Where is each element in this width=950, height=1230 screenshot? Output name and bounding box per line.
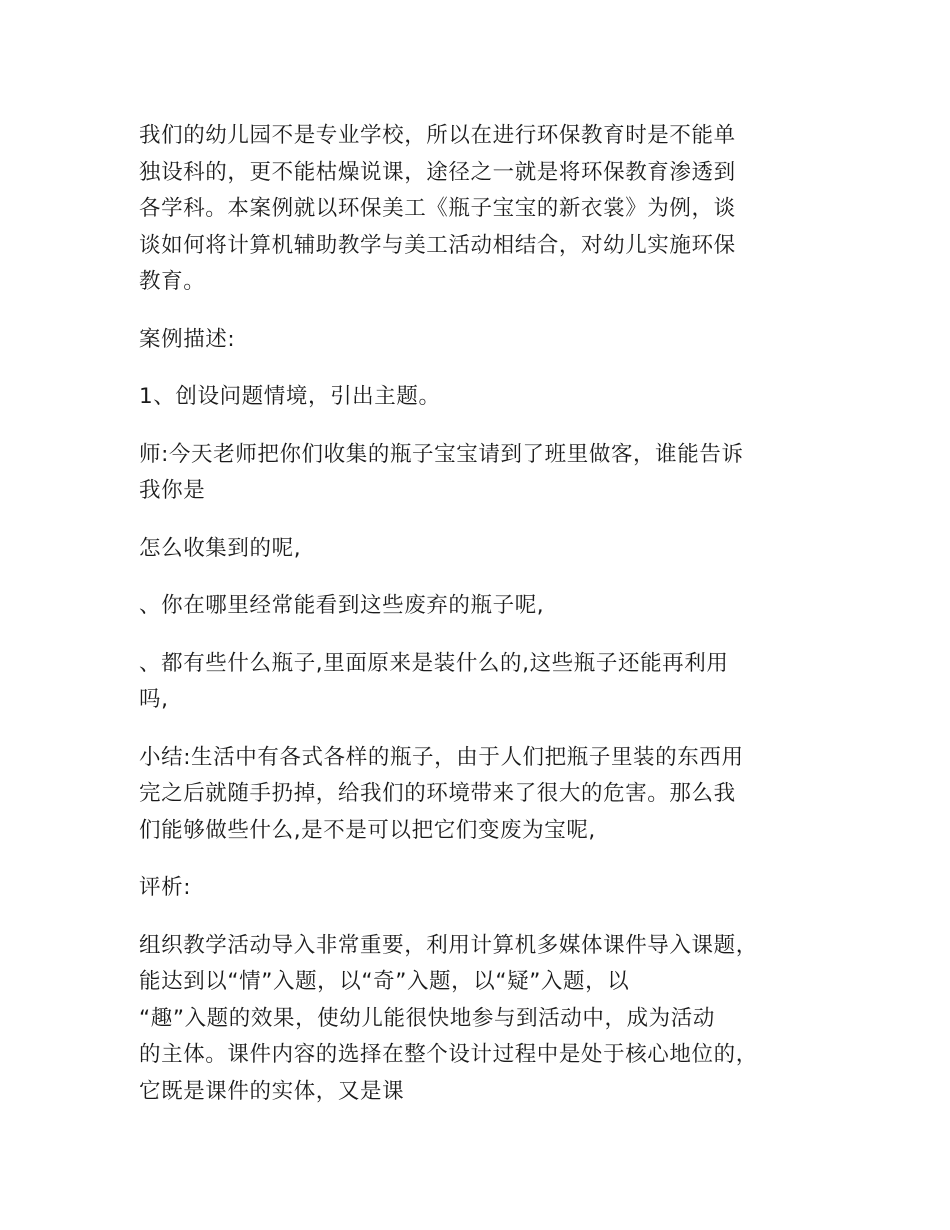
text-line: 小结:生活中有各式各样的瓶子，由于人们把瓶子里装的东西用: [139, 744, 744, 770]
paragraph-question-what-bottles: [139, 646, 819, 719]
text-line: 评析:: [139, 875, 192, 900]
text-line: 的主体。课件内容的选择在整个设计过程中是处于核心地位的，: [139, 1042, 758, 1067]
paragraph-case-description-heading: [139, 322, 819, 359]
paragraph-summary: [139, 740, 819, 850]
text-line: 它既是课件的实体，又是课: [139, 1078, 405, 1104]
text-line: “趣”入题的效果，使幼儿能很快地参与到活动中，成为活动: [139, 1005, 715, 1031]
text-line: 我你是: [139, 478, 206, 503]
text-line: 完之后就随手扔掉，给我们的环境带来了很大的危害。那么我: [139, 781, 736, 806]
text-line: 能达到以“情”入题，以“奇”入题，以“疑”入题，以: [139, 969, 630, 994]
text-line: 谈如何将计算机辅助教学与美工活动相结合，对幼儿实施环保: [139, 232, 736, 258]
text-line: 教育。: [139, 269, 206, 294]
paragraph-question-where-seen: [139, 588, 819, 625]
paragraph-teacher-question: [139, 437, 819, 510]
paragraph-intro: [139, 118, 819, 301]
text-line: 独设科的，更不能枯燥说课，途径之一就是将环保教育渗透到: [139, 159, 736, 185]
paragraph-step-one: [139, 379, 819, 416]
text-line: 组织教学活动导入非常重要，利用计算机多媒体课件导入课题，: [139, 932, 758, 958]
text-line: 、你在哪里经常能看到这些废弃的瓶子呢,: [139, 593, 545, 618]
text-line: 吗,: [139, 687, 169, 712]
paragraph-analysis-heading: [139, 870, 819, 907]
text-line: 各学科。本案例就以环保美工《瓶子宝宝的新衣裳》为例，谈: [139, 196, 736, 221]
text-line: 我们的幼儿园不是专业学校，所以在进行环保教育时是不能单: [139, 123, 736, 148]
text-line: 师:今天老师把你们收集的瓶子宝宝请到了班里做客，谁能告诉: [139, 441, 744, 467]
text-line: 、都有些什么瓶子,里面原来是装什么的,这些瓶子还能再利用: [139, 650, 729, 676]
text-line: 怎么收集到的呢,: [139, 535, 302, 561]
text-line: 案例描述:: [139, 326, 236, 352]
text-line: 们能够做些什么,是不是可以把它们变废为宝呢,: [139, 817, 596, 843]
text-line: 1、创设问题情境，引出主题。: [139, 384, 441, 409]
document-body: [139, 118, 819, 1131]
paragraph-question-how-collected: [139, 531, 819, 568]
paragraph-analysis-body: [139, 928, 819, 1111]
